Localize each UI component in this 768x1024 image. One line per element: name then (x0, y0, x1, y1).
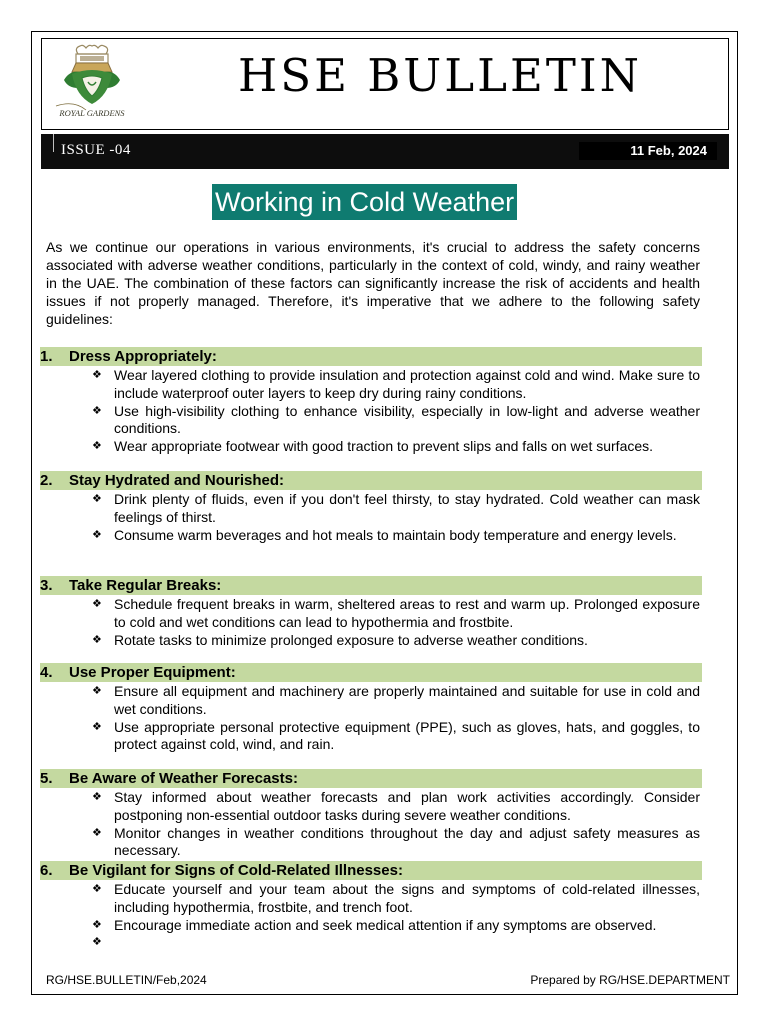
bullet-text: Rotate tasks to minimize prolonged exposure to adverse weather conditions. (114, 631, 588, 648)
section-title: Use Proper Equipment: (69, 664, 236, 681)
bullet-item (40, 825, 702, 861)
section-number: 5. (40, 770, 53, 787)
bulletin-title: HSE BULLETIN (238, 49, 642, 102)
bullet-text: Encourage immediate action and seek medical attention if any symptoms are observed. (114, 916, 657, 933)
bullet-text (114, 934, 118, 950)
diamond-bullet-icon: ❖ (92, 720, 102, 733)
diamond-bullet-icon: ❖ (92, 791, 102, 803)
bullet-text: Schedule frequent breaks in warm, sheltered areas to rest and warm up. Prolonged exposure to cold and wet conditions can lead to hypothermia and frostbite. (114, 596, 700, 630)
section-header (40, 576, 702, 595)
issue-date: 11 Feb, 2024 (630, 143, 707, 158)
bullet-item (40, 881, 702, 917)
intro-paragraph: As we continue our operations in various environments, it's crucial to address the safety concerns associated with adverse weather conditions, particularly in the context of cold, windy, and rainy weather in the UAE. The combination of these factors can significantly increase the risk of accidents and health issues if not properly managed. Therefore, it's imperative that we adhere to the following safety guidelines: (46, 239, 700, 327)
article-title: Working in Cold Weather (212, 184, 517, 220)
bullet-item (40, 934, 702, 952)
bullet-item (40, 789, 702, 825)
bullet-list (40, 367, 702, 456)
bullet-list (40, 789, 702, 860)
bullet-list (40, 596, 702, 649)
section-3 (40, 576, 702, 649)
bullet-text: Educate yourself and your team about the signs and symptoms of cold-related illnesses, including hypothermia, frostbite, and trench foot. (114, 881, 700, 915)
bullet-text: Wear appropriate footwear with good traction to prevent slips and falls on wet surfaces. (114, 438, 654, 455)
section-number: 4. (40, 664, 53, 681)
bullet-text: Consume warm beverages and hot meals to maintain body temperature and energy levels. (114, 526, 677, 543)
bullet-list (40, 881, 702, 952)
bullet-text: Monitor changes in weather conditions throughout the day and adjust safety measures as necessary. (114, 824, 700, 859)
royal-gardens-logo (52, 44, 132, 122)
section-title: Stay Hydrated and Nourished: (69, 472, 285, 489)
logo-text: ROYAL GARDENS (59, 108, 125, 118)
section-2 (40, 471, 702, 544)
issue-number: ISSUE -04 (61, 142, 131, 158)
section-title: Be Vigilant for Signs of Cold-Related Illnesses: (69, 862, 403, 879)
section-title: Take Regular Breaks: (69, 577, 222, 594)
diamond-bullet-icon: ❖ (92, 685, 102, 697)
diamond-bullet-icon: ❖ (92, 528, 102, 541)
bullet-item (40, 438, 702, 456)
section-header (40, 471, 702, 490)
bullet-item (40, 527, 702, 545)
section-header (40, 769, 702, 788)
diamond-bullet-icon: ❖ (92, 440, 102, 453)
section-number: 2. (40, 472, 53, 489)
section-5 (40, 769, 702, 860)
footer-prepared-by: Prepared by RG/HSE.DEPARTMENT (530, 973, 730, 987)
bullet-list (40, 491, 702, 544)
bullet-item (40, 632, 702, 650)
bullet-item (40, 917, 702, 935)
diamond-bullet-icon: ❖ (92, 598, 102, 610)
section-number: 3. (40, 577, 53, 594)
bullet-item (40, 403, 702, 439)
bullet-text: Use appropriate personal protective equipment (PPE), such as gloves, hats, and goggles, to protect against cold, wind, and rain. (114, 718, 700, 753)
bullet-item (40, 596, 702, 632)
section-title: Dress Appropriately: (69, 348, 217, 365)
bullet-item (40, 683, 702, 719)
diamond-bullet-icon: ❖ (92, 369, 102, 381)
bullet-text: Drink plenty of fluids, even if you don't feel thirsty, to stay hydrated. Cold weather can mask feelings of thirst. (114, 491, 700, 525)
section-4 (40, 663, 702, 754)
diamond-bullet-icon: ❖ (92, 493, 102, 505)
section-title: Be Aware of Weather Forecasts: (69, 770, 298, 787)
diamond-bullet-icon: ❖ (92, 826, 102, 839)
bullet-list (40, 683, 702, 754)
diamond-bullet-icon: ❖ (92, 936, 102, 949)
footer-reference: RG/HSE.BULLETIN/Feb,2024 (46, 973, 207, 987)
diamond-bullet-icon: ❖ (92, 404, 102, 417)
issue-bar-divider (53, 134, 54, 152)
diamond-bullet-icon: ❖ (92, 918, 102, 931)
bullet-text: Ensure all equipment and machinery are properly maintained and suitable for use in cold and wet conditions. (114, 683, 700, 717)
section-header (40, 861, 702, 880)
section-1 (40, 347, 702, 456)
bullet-text: Stay informed about weather forecasts and plan work activities accordingly. Consider postponing non-essential outdoor tasks during severe weather conditions. (114, 789, 700, 823)
issue-bar (41, 134, 729, 169)
bullet-item (40, 719, 702, 755)
section-header (40, 347, 702, 366)
section-number: 6. (40, 862, 53, 879)
diamond-bullet-icon: ❖ (92, 883, 102, 895)
bullet-item (40, 367, 702, 403)
section-6 (40, 861, 702, 952)
bullet-text: Use high-visibility clothing to enhance visibility, especially in low-light and adverse weather conditions. (114, 402, 700, 437)
diamond-bullet-icon: ❖ (92, 633, 102, 646)
bullet-item (40, 491, 702, 527)
section-number: 1. (40, 348, 53, 365)
bullet-text: Wear layered clothing to provide insulation and protection against cold and wind. Make sure to include waterproof outer layers to keep dry during rainy conditions. (114, 367, 700, 401)
section-header (40, 663, 702, 682)
